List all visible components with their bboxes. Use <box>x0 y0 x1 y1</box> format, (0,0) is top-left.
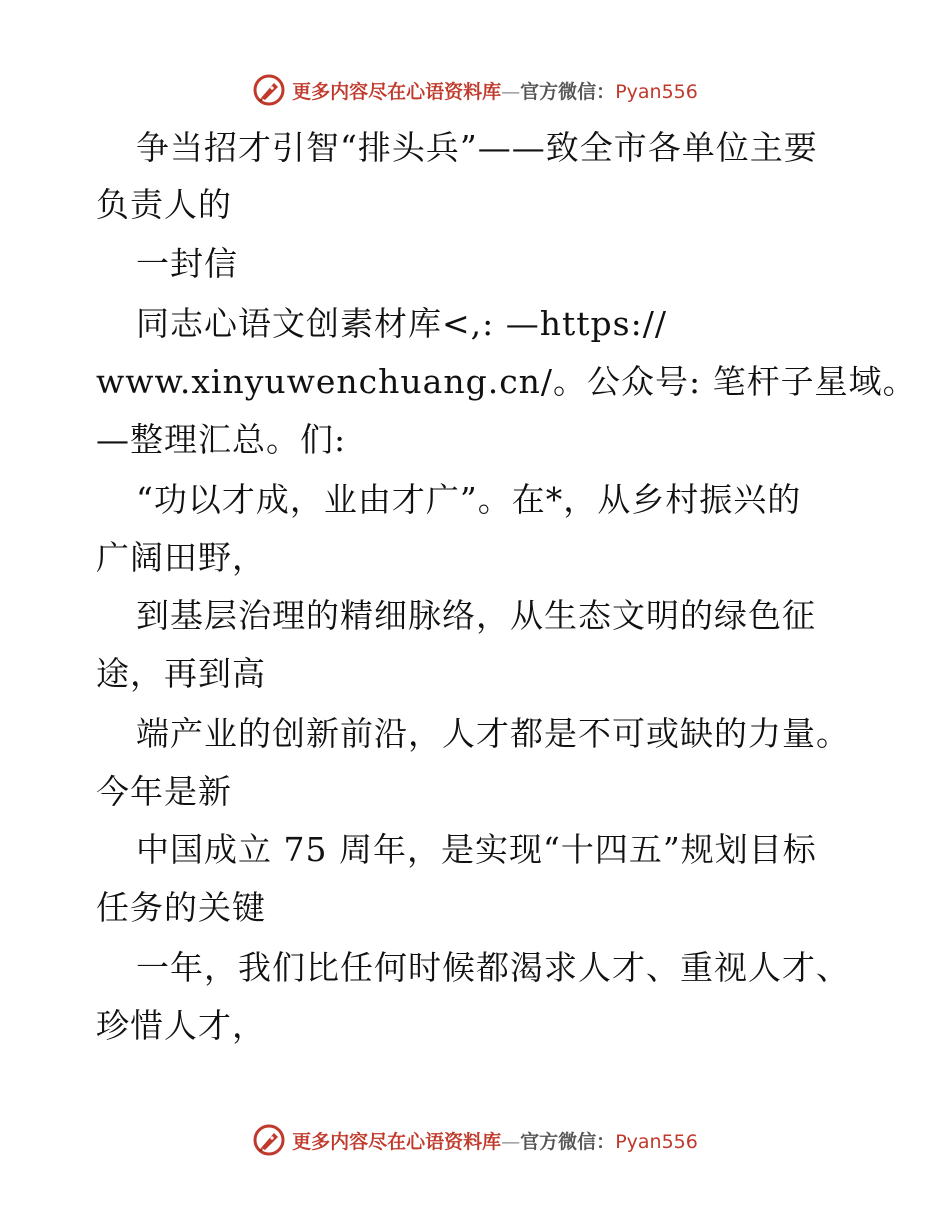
watermark-brand: 更多内容尽在心语资料库 <box>292 1130 502 1153</box>
salutation-line-3: —整理汇总。们: <box>96 420 347 459</box>
paragraph-line-3: 到基层治理的精细脉络，从生态文明的绿色征 <box>136 596 816 635</box>
watermark-wechat-label: 官方微信： <box>520 1130 616 1153</box>
pen-nib-logo-icon <box>252 1123 286 1157</box>
salutation-line-1: 同志心语文创素材库<,: —https:// <box>136 304 667 343</box>
watermark-text <box>292 1127 698 1154</box>
paragraph-line-4: 途，再到高 <box>96 654 266 693</box>
paragraph-line-1: “功以才成，业由才广”。在*，从乡村振兴的 <box>136 480 802 519</box>
paragraph-line-7: 中国成立 75 周年，是实现“十四五”规划目标 <box>136 830 817 869</box>
watermark-text <box>292 77 698 104</box>
footer-watermark-banner <box>0 1120 950 1160</box>
pen-nib-logo-icon <box>252 73 286 107</box>
title-line-1: 争当招才引智“排头兵”——致全市各单位主要 <box>136 128 818 167</box>
title-line-2: 负责人的 <box>96 185 232 224</box>
paragraph-line-5: 端产业的创新前沿，人才都是不可或缺的力量。 <box>136 714 850 753</box>
paragraph-line-10: 珍惜人才， <box>96 1006 266 1045</box>
paragraph-line-8: 任务的关键 <box>96 888 266 927</box>
header-watermark-banner <box>0 70 950 110</box>
title-line-3: 一封信 <box>136 244 238 283</box>
paragraph-line-2: 广阔田野， <box>96 538 266 577</box>
paragraph-line-6: 今年是新 <box>96 772 232 811</box>
paragraph-line-9: 一年，我们比任何时候都渴求人才、重视人才、 <box>136 948 850 987</box>
watermark-dash: — <box>501 1130 521 1153</box>
watermark-handle: Pyan556 <box>615 1130 698 1153</box>
watermark-wechat-label: 官方微信： <box>520 80 616 103</box>
salutation-line-2: www.xinyuwenchuang.cn/。公众号: 笔杆子星域。 <box>96 362 917 401</box>
watermark-brand: 更多内容尽在心语资料库 <box>292 80 502 103</box>
watermark-group <box>252 1123 698 1157</box>
watermark-group <box>252 73 698 107</box>
watermark-dash: — <box>501 80 521 103</box>
watermark-handle: Pyan556 <box>615 80 698 103</box>
